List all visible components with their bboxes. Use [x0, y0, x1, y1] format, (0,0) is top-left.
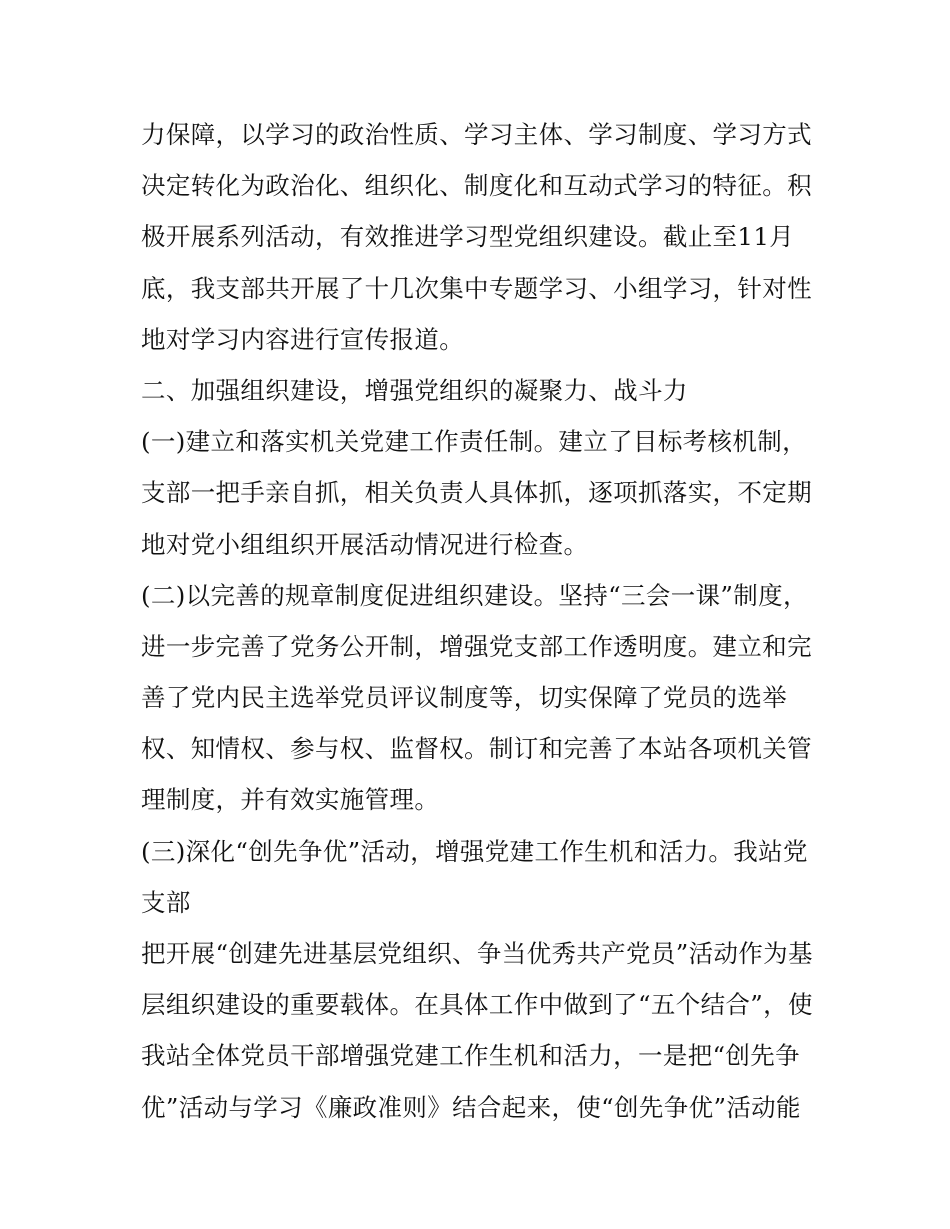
body-line-20: 优”活动与学习《廉政准则》结合起来，使“创先争优”活动能 [141, 1092, 801, 1122]
body-line-8: 支部一把手亲自抓，相关负责人具体抓，逐项抓落实，不定期 [141, 478, 812, 508]
body-line-2: 决定转化为政治化、组织化、制度化和互动式学习的特征。积 [141, 171, 812, 201]
body-line-4: 底，我支部共开展了十几次集中专题学习、小组学习，针对性 [141, 273, 812, 303]
body-line-11: 进一步完善了党务公开制，增强党支部工作透明度。建立和完 [141, 631, 812, 661]
body-line-3: 极开展系列活动，有效推进学习型党组织建设。截止至11月 [141, 222, 795, 252]
body-line-19: 我站全体党员干部增强党建工作生机和活力，一是把“创先争 [141, 1041, 800, 1071]
body-line-18: 层组织建设的重要载体。在具体工作中做到了“五个结合”，使 [141, 990, 813, 1020]
body-line-9: 地对党小组组织开展活动情况进行检查。 [141, 529, 589, 559]
body-line-5: 地对学习内容进行宣传报道。 [141, 324, 465, 354]
body-line-17: 把开展“创建先进基层党组织、争当优秀共产党员”活动作为基 [141, 939, 813, 968]
body-line-1: 力保障，以学习的政治性质、学习主体、学习制度、学习方式 [141, 120, 812, 149]
body-line-14: 理制度，并有效实施管理。 [141, 785, 440, 815]
body-line-13: 权、知情权、参与权、监督权。制订和完善了本站各项机关管 [141, 734, 812, 764]
document-body [141, 109, 821, 1133]
body-line-10: (二)以完善的规章制度促进组织建设。坚持“三会一课”制度， [141, 580, 808, 610]
body-line-15: (三)深化“创先争优”活动，增强党建工作生机和活力。我站党 [141, 836, 808, 866]
body-line-16: 支部 [141, 887, 191, 917]
body-line-12: 善了党内民主选举党员评议制度等，切实保障了党员的选举 [141, 683, 788, 713]
section-heading-2: 二、加强组织建设，增强党组织的凝聚力、战斗力 [141, 375, 688, 405]
body-line-7: (一)建立和落实机关党建工作责任制。建立了目标考核机制， [141, 427, 807, 457]
